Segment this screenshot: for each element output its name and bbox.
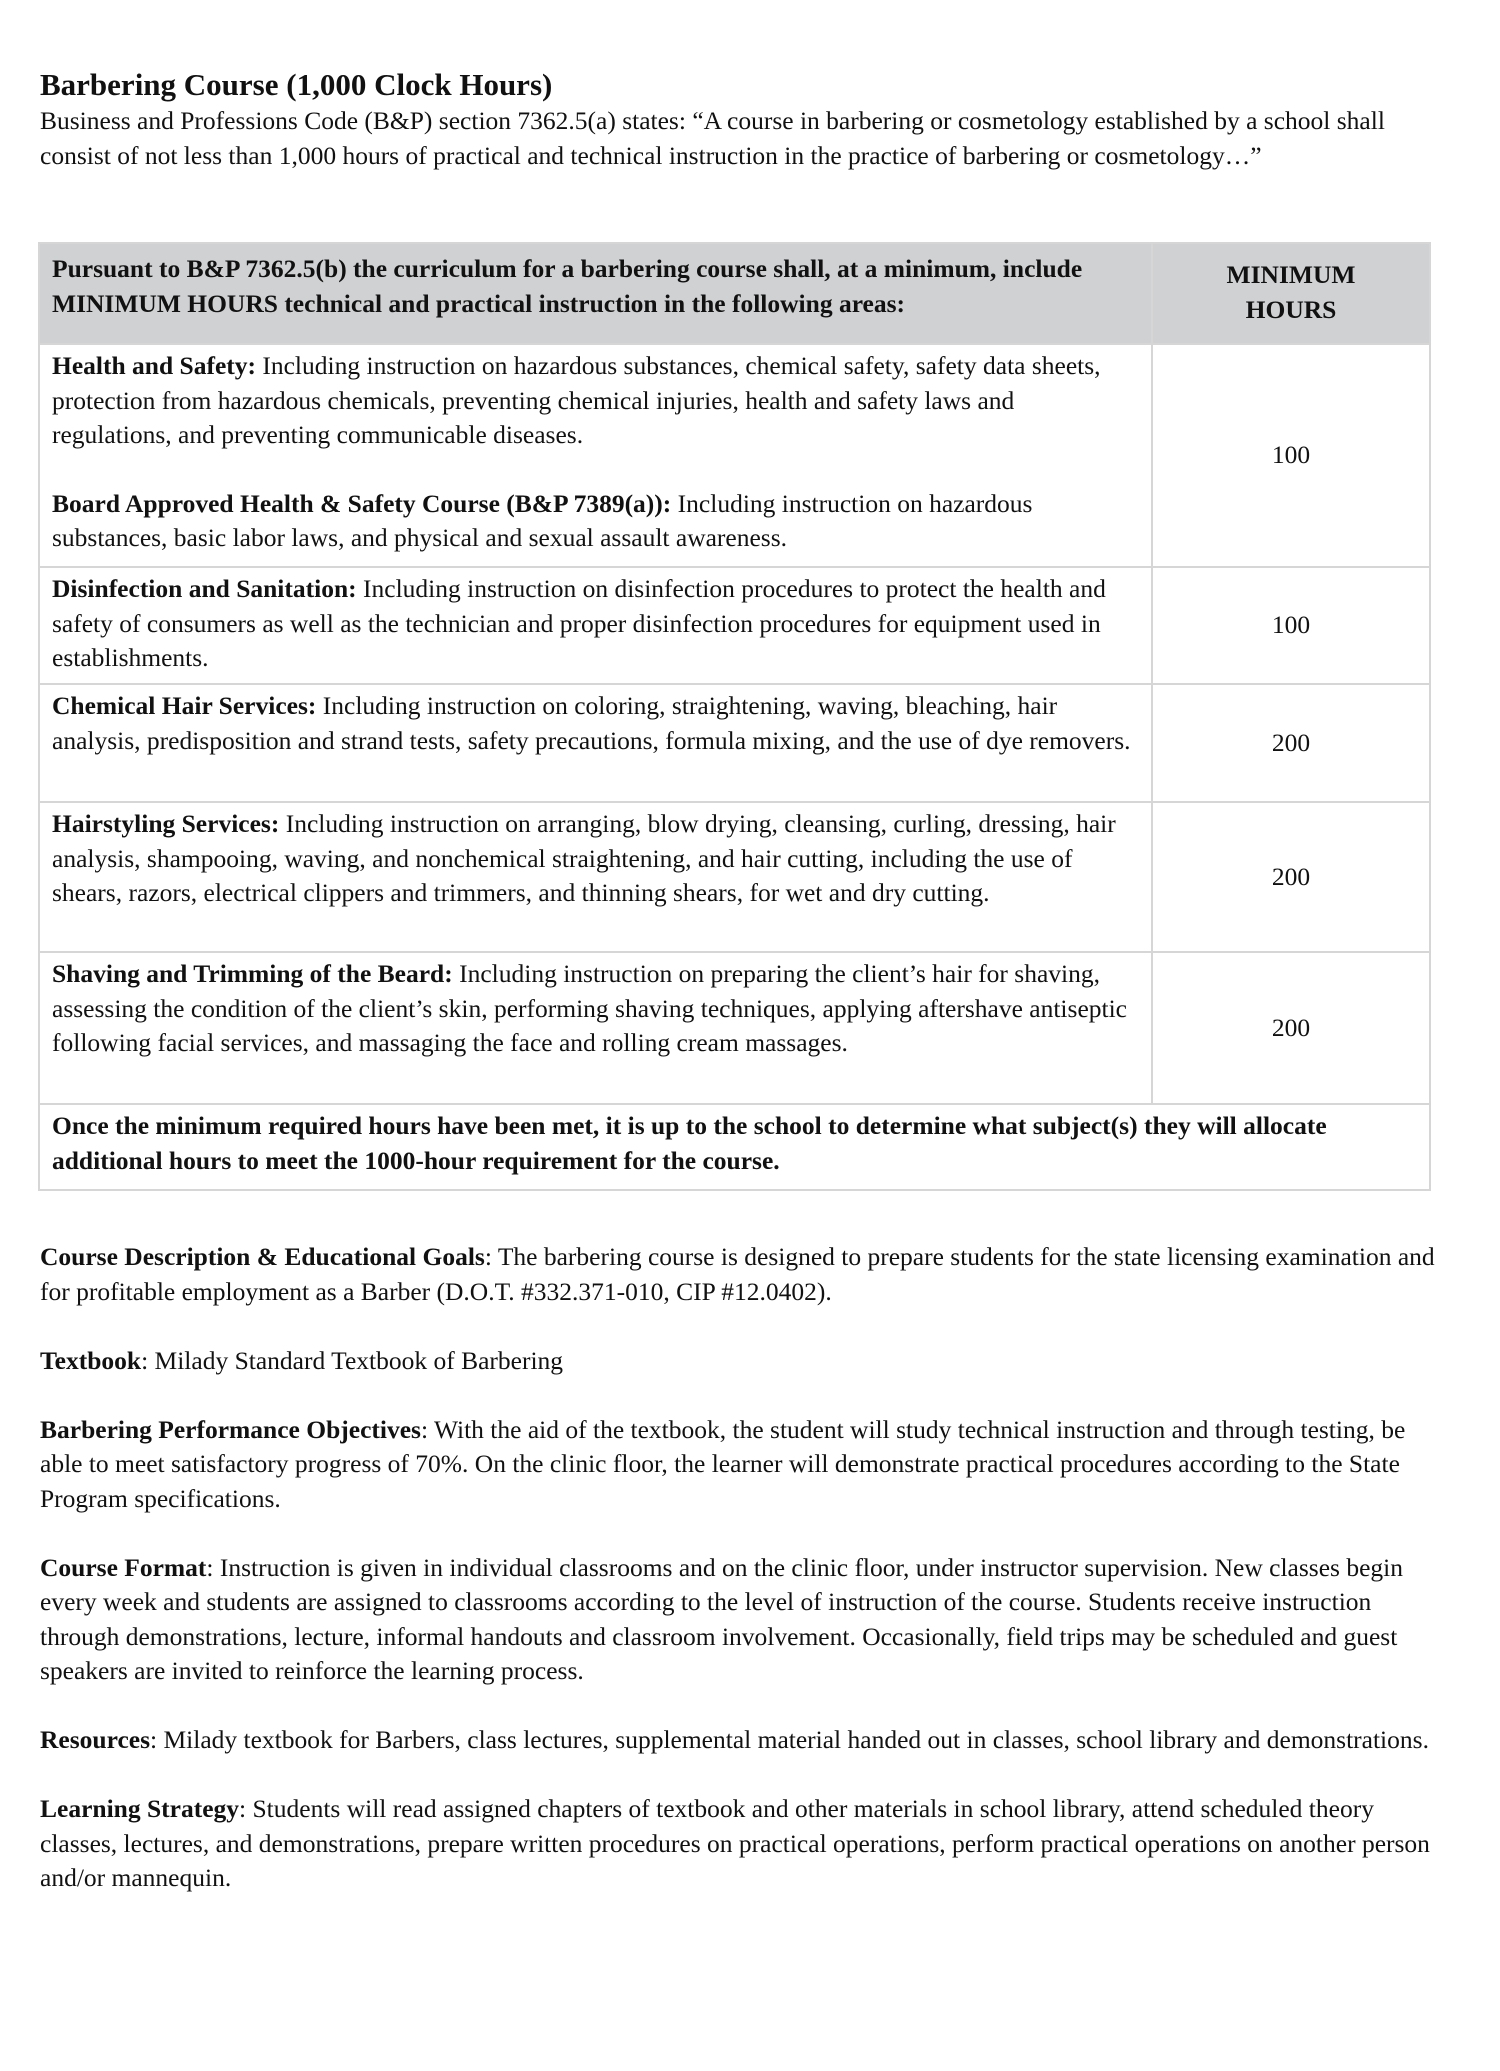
document-header: [40, 66, 1440, 173]
hours-cell: 200: [1152, 684, 1430, 802]
footer-note: Once the minimum required hours have been met, it is up to the school to determine what subject(s) they will allocate additional hours to meet the 1000-hour requirement for the course.: [39, 1104, 1430, 1190]
section-text: : Instruction is given in individual classrooms and on the clinic floor, under instructor supervision. New classes begin every week and students are assigned to classrooms according to the level of instruction of the course. Students receive instruction through demonstrations, lecture, informal handouts and classroom involvement. Occasionally, field trips may be scheduled and guest speakers are invited to reinforce the learning process.: [40, 1552, 1403, 1685]
section-label: Textbook: [40, 1345, 142, 1375]
section-course-description: [40, 1240, 1450, 1309]
section-label: Course Description & Educational Goals: [40, 1242, 485, 1271]
subject-heading: Hairstyling Services:: [52, 809, 280, 838]
subject-text: Including instruction on preparing the client’s hair for shaving, assessing the condition of the client’s skin, performing shaving techniques, applying aftershave antiseptic following facial services, and massaging the face and rolling cream massages.: [52, 959, 1127, 1057]
subject-cell: [39, 952, 1152, 1104]
section-label: Barbering Performance Objectives: [40, 1414, 421, 1444]
subject-heading: Chemical Hair Services:: [52, 691, 317, 720]
hours-cell: 200: [1152, 802, 1430, 952]
hours-cell: 100: [1152, 344, 1430, 567]
table-header-row: [39, 243, 1430, 344]
section-resources: [40, 1723, 1450, 1758]
section-course-format: [40, 1551, 1450, 1689]
section-text: : Students will read assigned chapters of textbook and other materials in school library, attend scheduled theory classes, lectures, and demonstrations, prepare written procedures on practical operations, perform practical operations on another person and/or mannequin.: [40, 1794, 1430, 1892]
section-text: : Milady Standard Textbook of Barbering: [141, 1345, 564, 1375]
subject-text: Including instruction on arranging, blow drying, cleansing, curling, dressing, hair analysis, shampooing, waving, and nonchemical straightening, and hair cutting, including the use of shears, razors, electrical clippers and trimmers, and thinning shears, for wet and dry cutting.: [52, 809, 1116, 907]
subject-cell: [39, 684, 1152, 802]
table-row-health-safety: [39, 344, 1430, 567]
subject-heading-2: Board Approved Health & Safety Course (B&P 7389(a)):: [52, 488, 672, 518]
subject-text-2: Including instruction on hazardous substances, basic labor laws, and physical and sexual assault awareness.: [52, 488, 1033, 552]
header-minimum-hours: [1152, 243, 1430, 344]
section-label: Resources: [40, 1725, 151, 1754]
header-description: Pursuant to B&P 7362.5(b) the curriculum for a barbering course shall, at a minimum, include MINIMUM HOURS technical and practical instruction in the following areas:: [39, 243, 1152, 344]
subject-heading: Shaving and Trimming of the Beard:: [52, 959, 453, 988]
table-row-chemical-hair: [39, 684, 1430, 802]
section-learning-strategy: [40, 1792, 1450, 1896]
section-text: : With the aid of the textbook, the student will study technical instruction and through testing, be able to meet satisfactory progress of 70%. On the clinic floor, the learner will demonstrate practical procedures according to the State Program specifications.: [40, 1414, 1406, 1513]
intro-paragraph: Business and Professions Code (B&P) section 7362.5(a) states: “A course in barbering or cosmetology established by a school shall consist of not less than 1,000 hours of practical and technical instruction in the practice of barbering or cosmetology…”: [40, 106, 1385, 170]
section-label: Learning Strategy: [40, 1794, 240, 1823]
subject-cell: [39, 567, 1152, 684]
section-text: : Milady textbook for Barbers, class lectures, supplemental material handed out in classes, school library and demonstrations.: [150, 1725, 1429, 1754]
table-row-hairstyling: [39, 802, 1430, 952]
hours-cell: 200: [1152, 952, 1430, 1104]
header-hours-line2: HOURS: [1245, 294, 1337, 324]
subject-heading: Disinfection and Sanitation:: [52, 574, 357, 603]
section-textbook: [40, 1344, 1450, 1379]
table-row-disinfection: [39, 567, 1430, 684]
header-hours-line1: MINIMUM: [1226, 260, 1356, 289]
section-label: Course Format: [40, 1552, 207, 1582]
spacer: [52, 453, 1139, 487]
section-performance-objectives: [40, 1413, 1450, 1517]
section-text: : The barbering course is designed to prepare students for the state licensing examination and for profitable employment as a Barber (D.O.T. #332.371-010, CIP #12.0402).: [40, 1242, 1435, 1306]
page-title: Barbering Course (1,000 Clock Hours): [40, 67, 553, 102]
subject-text: Including instruction on hazardous substances, chemical safety, safety data sheets, protection from hazardous chemicals, preventing chemical injuries, health and safety laws and regulations, and preventing communicable diseases.: [52, 351, 1101, 449]
curriculum-table: [38, 242, 1431, 1191]
subject-cell: [39, 344, 1152, 567]
hours-cell: 100: [1152, 567, 1430, 684]
course-sections: [40, 1240, 1450, 1930]
subject-text: Including instruction on disinfection procedures to protect the health and safety of consumers as well as the technician and proper disinfection procedures for equipment used in establishments.: [52, 574, 1106, 672]
subject-cell: [39, 802, 1152, 952]
table-row-shaving-beard: [39, 952, 1430, 1104]
table-footer-row: [39, 1104, 1430, 1190]
subject-heading: Health and Safety:: [52, 351, 256, 380]
subject-text: Including instruction on coloring, straightening, waving, bleaching, hair analysis, predisposition and strand tests, safety precautions, formula mixing, and the use of dye removers.: [52, 691, 1131, 755]
